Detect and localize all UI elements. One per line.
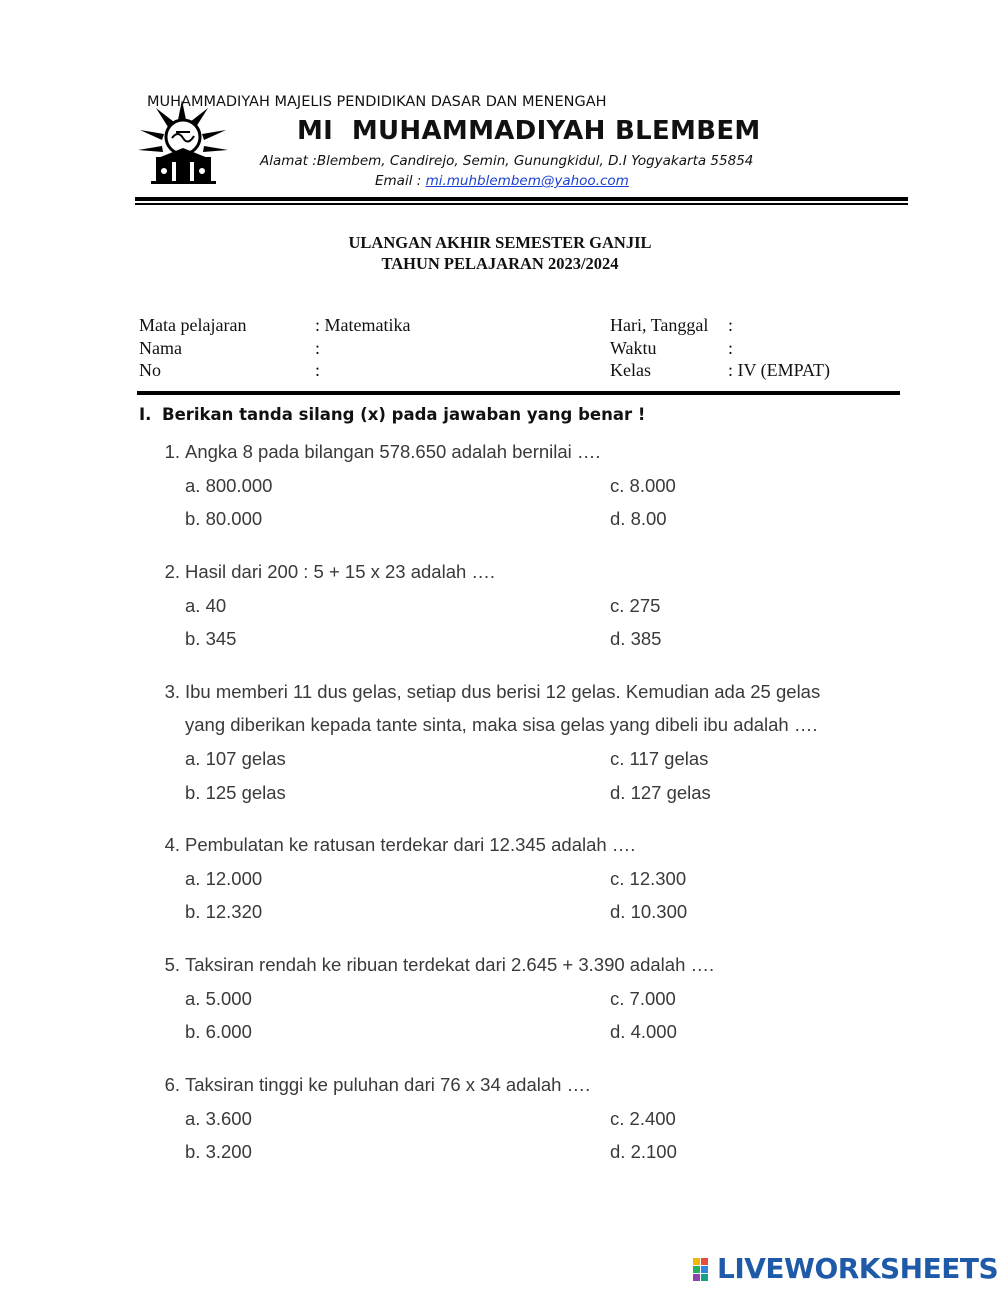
option-b[interactable]: b. 80.000 [185, 508, 263, 529]
name-label: Nama [139, 338, 182, 358]
date-field[interactable]: : [728, 315, 734, 335]
time-field[interactable]: : [728, 338, 734, 358]
school-address: Alamat :Blembem, Candirejo, Semin, Gunungkidul, D.I Yogyakarta 55854 [260, 153, 754, 169]
option-c[interactable]: c. 2.400 [610, 1108, 676, 1129]
option-a[interactable]: a. 12.000 [185, 868, 263, 889]
option-c[interactable]: c. 12.300 [610, 868, 687, 889]
section-label: I. [139, 405, 152, 424]
liveworksheets-brand[interactable]: LIVEWORKSHEETS [717, 1252, 999, 1285]
class-label: Kelas [610, 360, 651, 380]
question-number: 2. [164, 561, 180, 582]
option-a[interactable]: a. 5.000 [185, 988, 252, 1009]
option-a[interactable]: a. 800.000 [185, 475, 273, 496]
liveworksheets-logo-icon [693, 1258, 717, 1282]
option-d[interactable]: d. 127 gelas [610, 782, 711, 803]
question-number: 4. [164, 834, 180, 855]
subject-label: Mata pelajaran [139, 315, 247, 335]
question-text-continued: yang diberikan kepada tante sinta, maka sisa gelas yang dibeli ibu adalah …. [185, 714, 818, 735]
option-d[interactable]: d. 385 [610, 628, 662, 649]
option-d[interactable]: d. 10.300 [610, 901, 688, 922]
name-field[interactable]: : [315, 338, 321, 358]
option-b[interactable]: b. 6.000 [185, 1021, 252, 1042]
section-instruction: Berikan tanda silang (x) pada jawaban yang benar ! [162, 405, 646, 424]
question-text: Ibu memberi 11 dus gelas, setiap dus berisi 12 gelas. Kemudian ada 25 gelas [185, 681, 821, 702]
class-value: : IV (EMPAT) [728, 360, 831, 380]
option-b[interactable]: b. 125 gelas [185, 782, 286, 803]
time-label: Waktu [610, 338, 657, 358]
option-d[interactable]: d. 4.000 [610, 1021, 677, 1042]
number-label: No [139, 360, 161, 380]
option-b[interactable]: b. 345 [185, 628, 237, 649]
subject-value: : Matematika [315, 315, 411, 335]
exam-title: ULANGAN AKHIR SEMESTER GANJIL [348, 233, 652, 252]
date-label: Hari, Tanggal [610, 315, 709, 335]
number-field[interactable]: : [315, 360, 321, 380]
academic-year: TAHUN PELAJARAN 2023/2024 [381, 254, 619, 273]
option-b[interactable]: b. 3.200 [185, 1141, 252, 1162]
question-number: 3. [164, 681, 180, 702]
question-text: Pembulatan ke ratusan terdekar dari 12.345 adalah …. [185, 834, 636, 855]
option-d[interactable]: d. 2.100 [610, 1141, 677, 1162]
option-a[interactable]: a. 40 [185, 595, 227, 616]
organization-line: MUHAMMADIYAH MAJELIS PENDIDIKAN DASAR DAN MENENGAH [147, 94, 607, 110]
school-name: MI MUHAMMADIYAH BLEMBEM [297, 116, 761, 146]
option-b[interactable]: b. 12.320 [185, 901, 263, 922]
question-text: Taksiran rendah ke ribuan terdekat dari 2.645 + 3.390 adalah …. [185, 954, 715, 975]
option-c[interactable]: c. 275 [610, 595, 661, 616]
question-number: 1. [164, 441, 180, 462]
info-divider [137, 391, 900, 395]
option-d[interactable]: d. 8.00 [610, 508, 667, 529]
question-number: 5. [164, 954, 180, 975]
question-text: Angka 8 pada bilangan 578.650 adalah bernilai …. [185, 441, 601, 462]
email-link[interactable]: mi.muhblembem@yahoo.com [425, 173, 629, 189]
question-text: Taksiran tinggi ke puluhan dari 76 x 34 adalah …. [185, 1074, 591, 1095]
option-c[interactable]: c. 7.000 [610, 988, 676, 1009]
email-line [375, 173, 629, 189]
muhammadiyah-logo-icon [136, 100, 236, 185]
question-text: Hasil dari 200 : 5 + 15 x 23 adalah …. [185, 561, 496, 582]
question-number: 6. [164, 1074, 180, 1095]
header-divider-thick [135, 197, 908, 201]
header-divider-thin [135, 203, 908, 205]
option-c[interactable]: c. 8.000 [610, 475, 676, 496]
option-a[interactable]: a. 3.600 [185, 1108, 252, 1129]
option-a[interactable]: a. 107 gelas [185, 748, 286, 769]
option-c[interactable]: c. 117 gelas [610, 748, 709, 769]
email-label: Email : [375, 173, 426, 189]
